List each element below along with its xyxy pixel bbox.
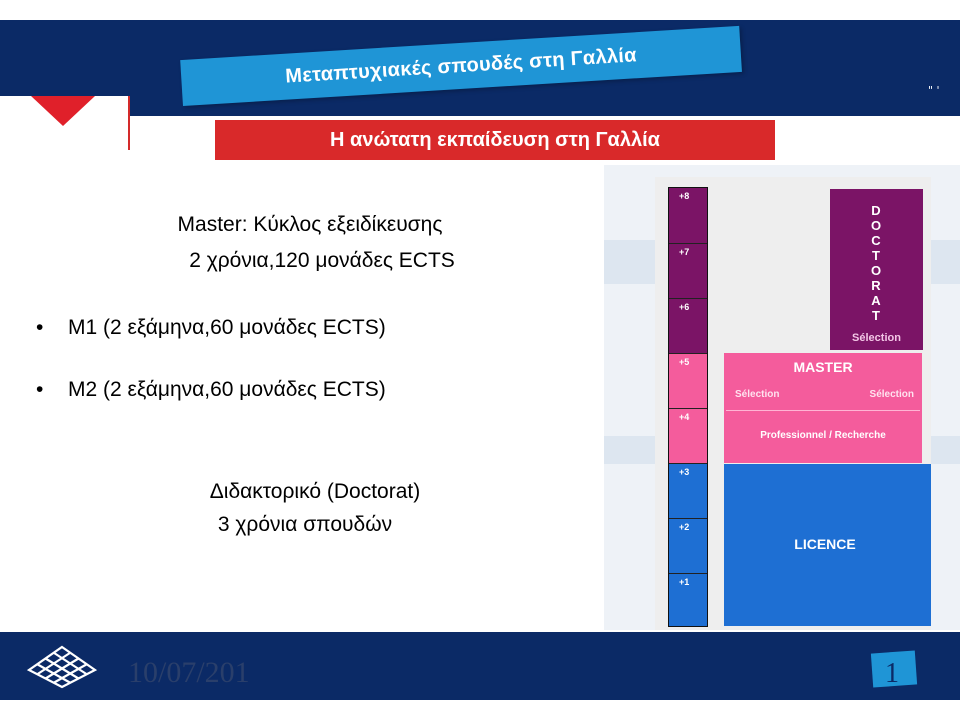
doctorat-letter: R [871,278,882,293]
scale-level-3 [669,463,707,518]
bullet-m1-text: M1 (2 εξάμηνα,60 μονάδες ECTS) [68,316,386,339]
scale-label: +3 [679,467,690,477]
licence-block [724,464,931,626]
content-area [0,160,600,630]
level-scale [668,187,708,627]
scale-level-5 [669,353,707,408]
doctorat-letter: A [871,293,882,308]
doctorat-selection: Sélection [852,332,901,344]
scale-level-2 [669,518,707,573]
corner-marks: " ' [928,84,940,97]
doctorat-line1: Διδακτορικό (Doctorat) [209,480,421,503]
red-divider-line [128,96,130,150]
scale-level-8 [669,188,707,243]
diamond-lattice-logo-icon [26,644,98,690]
bullet-dot: • [36,316,44,339]
licence-label: LICENCE [794,536,856,552]
scale-label: +1 [679,577,690,587]
scale-level-4 [669,408,707,463]
bullet-m2-text: M2 (2 εξάμηνα,60 μονάδες ECTS) [68,378,386,401]
doctorat-letter: T [872,308,881,323]
doctorat-letter: D [871,203,882,218]
master-block [724,353,922,463]
scale-level-7 [669,243,707,298]
scale-level-1 [669,573,707,626]
bullet-dot: • [36,378,44,401]
doctorat-block [830,189,923,350]
scale-label: +6 [679,302,690,312]
master-heading-line2: 2 χρόνια,120 μονάδες ECTS [189,249,455,272]
slide-title: Μεταπτυχιακές σπουδές στη Γαλλία [284,43,638,88]
doctorat-letter: O [870,263,883,278]
master-label: MASTER [793,359,853,375]
bullet-m2 [36,375,386,405]
master-selection-right: Sélection [869,389,914,400]
footer-date: 10/07/201 [128,656,250,689]
scale-label: +8 [679,191,690,201]
scale-label: +2 [679,522,690,532]
scale-label: +5 [679,357,690,367]
master-subtitle: Professionnel / Recherche [760,430,886,441]
master-heading-line1: Master: Κύκλος εξειδίκευσης [177,213,443,236]
master-divider [726,410,920,411]
red-triangle-icon [31,96,95,126]
doctorat-line2: 3 χρόνια σπουδών [217,513,393,536]
scale-label: +4 [679,412,690,422]
scale-level-6 [669,298,707,353]
page-number: 1 [885,658,899,689]
slide-subtitle: Η ανώτατη εκπαίδευση στη Γαλλία [215,120,775,160]
doctorat-label [830,203,923,323]
doctorat-letter: O [870,218,883,233]
doctorat-letter: T [872,248,881,263]
master-selection-left: Sélection [735,389,780,400]
bullet-m1 [36,313,386,343]
scale-label: +7 [679,247,690,257]
doctorat-letter: C [871,233,882,248]
